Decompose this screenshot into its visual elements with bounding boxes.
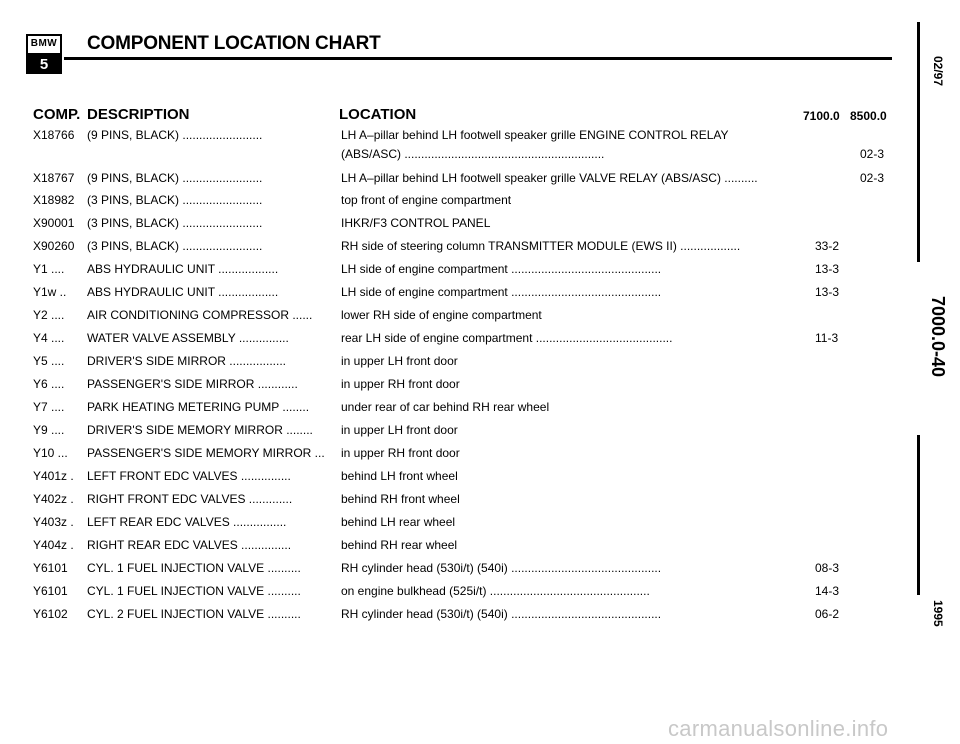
component-code: Y4 ....: [33, 331, 65, 345]
table-row: [0, 423, 900, 445]
column-header-8500: 8500.0: [850, 109, 887, 123]
component-location: LH A–pillar behind LH footwell speaker grille ENGINE CONTROL RELAY: [341, 128, 729, 142]
component-description: RIGHT FRONT EDC VALVES .............: [87, 492, 293, 506]
ref-8500: 02-3: [860, 171, 885, 185]
ref-7100: 06-2: [815, 607, 840, 621]
component-description: (3 PINS, BLACK) ........................: [87, 193, 263, 207]
component-code: Y7 ....: [33, 400, 65, 414]
component-code: Y6102: [33, 607, 68, 621]
component-description: (3 PINS, BLACK) ........................: [87, 239, 263, 253]
component-description: DRIVER'S SIDE MEMORY MIRROR ........: [87, 423, 313, 437]
table-row: [0, 193, 900, 215]
component-location: RH side of steering column TRANSMITTER MODULE (EWS II) ..................: [341, 239, 741, 253]
page-title: COMPONENT LOCATION CHART: [87, 33, 381, 54]
table-row: [0, 171, 900, 193]
component-location: on engine bulkhead (525i/t) ................................................: [341, 584, 650, 598]
component-code: Y402z .: [33, 492, 74, 506]
margin-year: 1995: [931, 600, 945, 627]
table-row: [0, 354, 900, 376]
component-location: in upper RH front door: [341, 377, 460, 391]
table-row: [0, 584, 900, 606]
table-row: [0, 400, 900, 422]
table-row: [0, 515, 900, 537]
component-code: X90001: [33, 216, 75, 230]
table-row: [0, 561, 900, 583]
ref-7100: 13-3: [815, 285, 840, 299]
ref-7100: 13-3: [815, 262, 840, 276]
component-description: PASSENGER'S SIDE MIRROR ............: [87, 377, 298, 391]
component-location: IHKR/F3 CONTROL PANEL: [341, 216, 491, 230]
component-description: PARK HEATING METERING PUMP ........: [87, 400, 310, 414]
ref-7100: 14-3: [815, 584, 840, 598]
table-row: [0, 308, 900, 330]
component-code: Y1w ..: [33, 285, 67, 299]
column-header-7100: 7100.0: [803, 109, 840, 123]
ref-8500: 02-3: [860, 147, 885, 161]
column-header-comp: COMP.: [33, 106, 81, 123]
component-location: lower RH side of engine compartment: [341, 308, 542, 322]
table-row: [0, 147, 900, 169]
component-location: behind RH rear wheel: [341, 538, 458, 552]
bmw-5-logo: [26, 34, 62, 74]
component-code: Y6101: [33, 584, 68, 598]
component-location: RH cylinder head (530i/t) (540i) .............................................: [341, 607, 662, 621]
component-code: Y5 ....: [33, 354, 65, 368]
component-code: X18766: [33, 128, 75, 142]
table-row: [0, 607, 900, 629]
component-location: behind RH front wheel: [341, 492, 460, 506]
component-description: ABS HYDRAULIC UNIT ..................: [87, 285, 279, 299]
table-row: [0, 377, 900, 399]
component-code: Y2 ....: [33, 308, 65, 322]
table-row: [0, 538, 900, 560]
component-location: top front of engine compartment: [341, 193, 512, 207]
component-code: Y401z .: [33, 469, 74, 483]
table-row: [0, 446, 900, 468]
logo-series-number: 5: [28, 55, 60, 74]
component-code: X18767: [33, 171, 75, 185]
component-description: CYL. 1 FUEL INJECTION VALVE ..........: [87, 584, 301, 598]
component-description: CYL. 2 FUEL INJECTION VALVE ..........: [87, 607, 301, 621]
ref-7100: 08-3: [815, 561, 840, 575]
component-description: (3 PINS, BLACK) ........................: [87, 216, 263, 230]
margin-rule-bottom: [917, 435, 920, 595]
column-header-location: LOCATION: [339, 106, 417, 123]
component-location: in upper LH front door: [341, 354, 458, 368]
component-code: Y1 ....: [33, 262, 65, 276]
logo-bmw-text: BMW: [28, 36, 60, 55]
component-description: (9 PINS, BLACK) ........................: [87, 171, 263, 185]
table-row: [0, 331, 900, 353]
margin-rule-top: [917, 22, 920, 262]
component-location: behind LH rear wheel: [341, 515, 456, 529]
watermark-text: carmanualsonline.info: [668, 716, 889, 741]
component-description: ABS HYDRAULIC UNIT ..................: [87, 262, 279, 276]
table-row: [0, 216, 900, 238]
table-row: [0, 285, 900, 307]
component-description: (9 PINS, BLACK) ........................: [87, 128, 263, 142]
table-row: [0, 262, 900, 284]
component-description: AIR CONDITIONING COMPRESSOR ......: [87, 308, 313, 322]
component-location: LH side of engine compartment .............................................: [341, 262, 662, 276]
component-location: in upper RH front door: [341, 446, 460, 460]
component-description: RIGHT REAR EDC VALVES ...............: [87, 538, 292, 552]
component-code: Y404z .: [33, 538, 74, 552]
component-code: Y9 ....: [33, 423, 65, 437]
component-description: DRIVER'S SIDE MIRROR .................: [87, 354, 286, 368]
margin-date: 02/97: [931, 56, 945, 87]
component-code: Y6 ....: [33, 377, 65, 391]
component-code: X18982: [33, 193, 75, 207]
component-code: Y403z .: [33, 515, 74, 529]
component-location: under rear of car behind RH rear wheel: [341, 400, 550, 414]
component-description: PASSENGER'S SIDE MEMORY MIRROR ...: [87, 446, 325, 460]
ref-7100: 33-2: [815, 239, 840, 253]
component-location: LH side of engine compartment .............................................: [341, 285, 662, 299]
table-row: [0, 492, 900, 514]
margin-page-number: 7000.0-40: [928, 296, 948, 378]
component-description: WATER VALVE ASSEMBLY ...............: [87, 331, 289, 345]
component-location: LH A–pillar behind LH footwell speaker grille VALVE RELAY (ABS/ASC) ..........: [341, 171, 758, 185]
component-description: LEFT FRONT EDC VALVES ...............: [87, 469, 291, 483]
component-location: (ABS/ASC) ............................................................: [341, 147, 605, 161]
table-row: [0, 469, 900, 491]
component-location: in upper LH front door: [341, 423, 458, 437]
component-code: Y10 ...: [33, 446, 68, 460]
component-description: CYL. 1 FUEL INJECTION VALVE ..........: [87, 561, 301, 575]
component-location: RH cylinder head (530i/t) (540i) .............................................: [341, 561, 662, 575]
component-location: behind LH front wheel: [341, 469, 458, 483]
component-code: Y6101: [33, 561, 68, 575]
title-rule: [64, 57, 892, 60]
component-description: LEFT REAR EDC VALVES ................: [87, 515, 287, 529]
column-header-description: DESCRIPTION: [87, 106, 190, 123]
ref-7100: 11-3: [815, 331, 839, 345]
table-row: [0, 239, 900, 261]
component-code: X90260: [33, 239, 75, 253]
component-location: rear LH side of engine compartment .........................................: [341, 331, 673, 345]
